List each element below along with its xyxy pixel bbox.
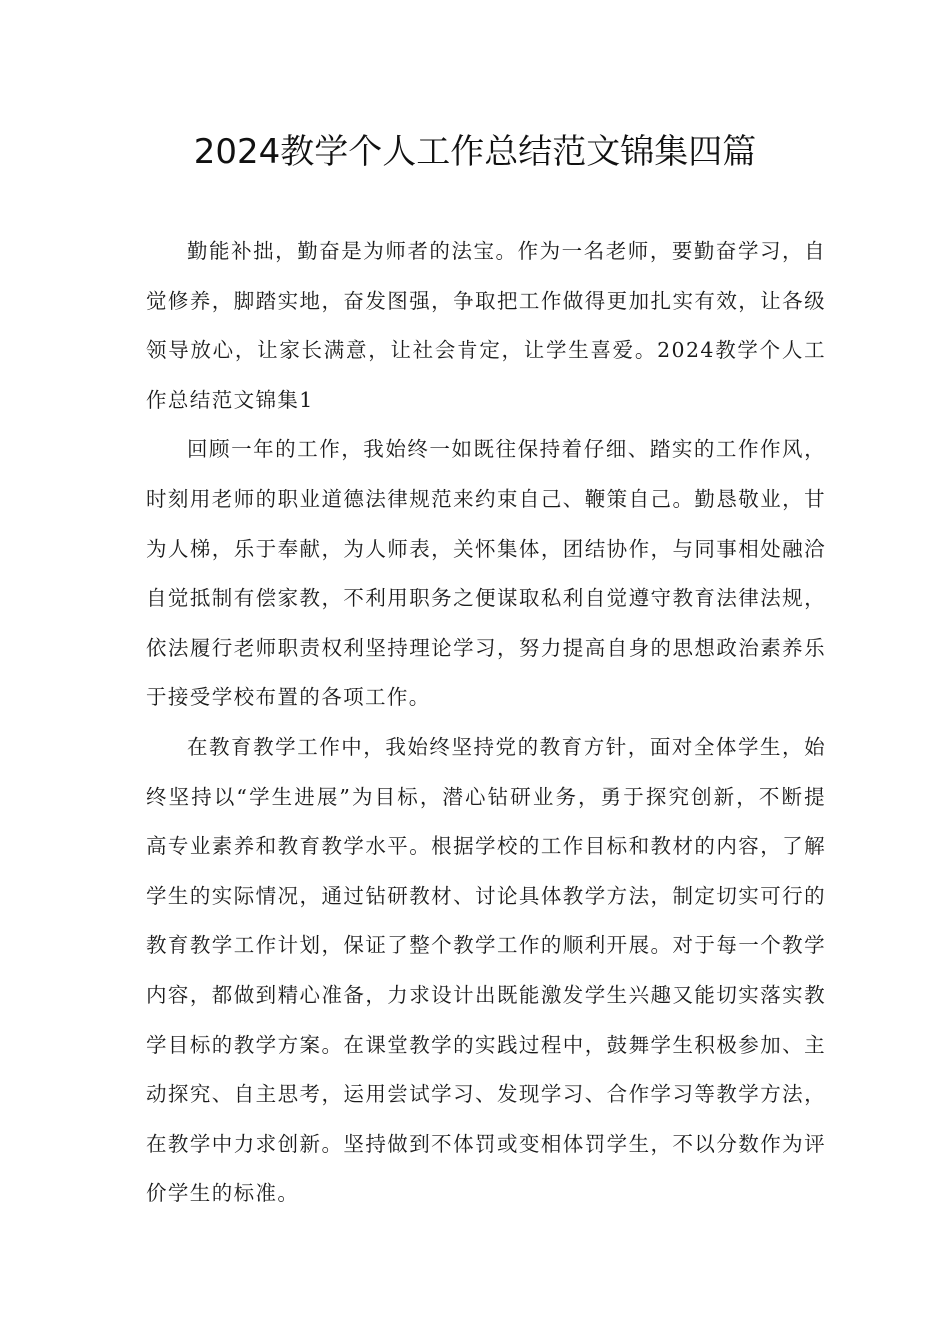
paragraph-review: 回顾一年的工作，我始终一如既往保持着仔细、踏实的工作作风，时刻用老师的职业道德法律规范来约束自己、鞭策自己。勤恳敬业，甘为人梯，乐于奉献，为人师表，关怀集体，团结协作，与同事相处融洽自觉抵制有偿家教，不利用职务之便谋取私利自觉遵守教育法律法规，依法履行老师职责权利坚持理论学习，努力提高自身的思想政治素养乐于接受学校布置的各项工作。 <box>146 437 826 710</box>
document-title: 2024教学个人工作总结范文锦集四篇 <box>193 132 757 172</box>
paragraph-intro: 勤能补拙，勤奋是为师者的法宝。作为一名老师，要勤奋学习，自觉修养，脚踏实地，奋发图强，争取把工作做得更加扎实有效，让各级领导放心，让家长满意，让社会肯定，让学生喜爱。2024教学个人工作总结范文锦集1 <box>146 239 826 412</box>
paragraph-teaching: 在教育教学工作中，我始终坚持党的教育方针，面对全体学生，始终坚持以“学生进展”为目标，潜心钻研业务，勇于探究创新，不断提高专业素养和教育教学水平。根据学校的工作目标和教材的内容，了解学生的实际情况，通过钻研教材、讨论具体教学方法，制定切实可行的教育教学工作计划，保证了整个教学工作的顺利开展。对于每一个教学内容，都做到精心准备，力求设计出既能激发学生兴趣又能切实落实教学目标的教学方案。在课堂教学的实践过程中，鼓舞学生积极参加、主动探究、自主思考，运用尝试学习、发现学习、合作学习等教学方法，在教学中力求创新。坚持做到不体罚或变相体罚学生，不以分数作为评价学生的标准。 <box>146 734 826 1206</box>
document-body <box>146 227 826 1219</box>
